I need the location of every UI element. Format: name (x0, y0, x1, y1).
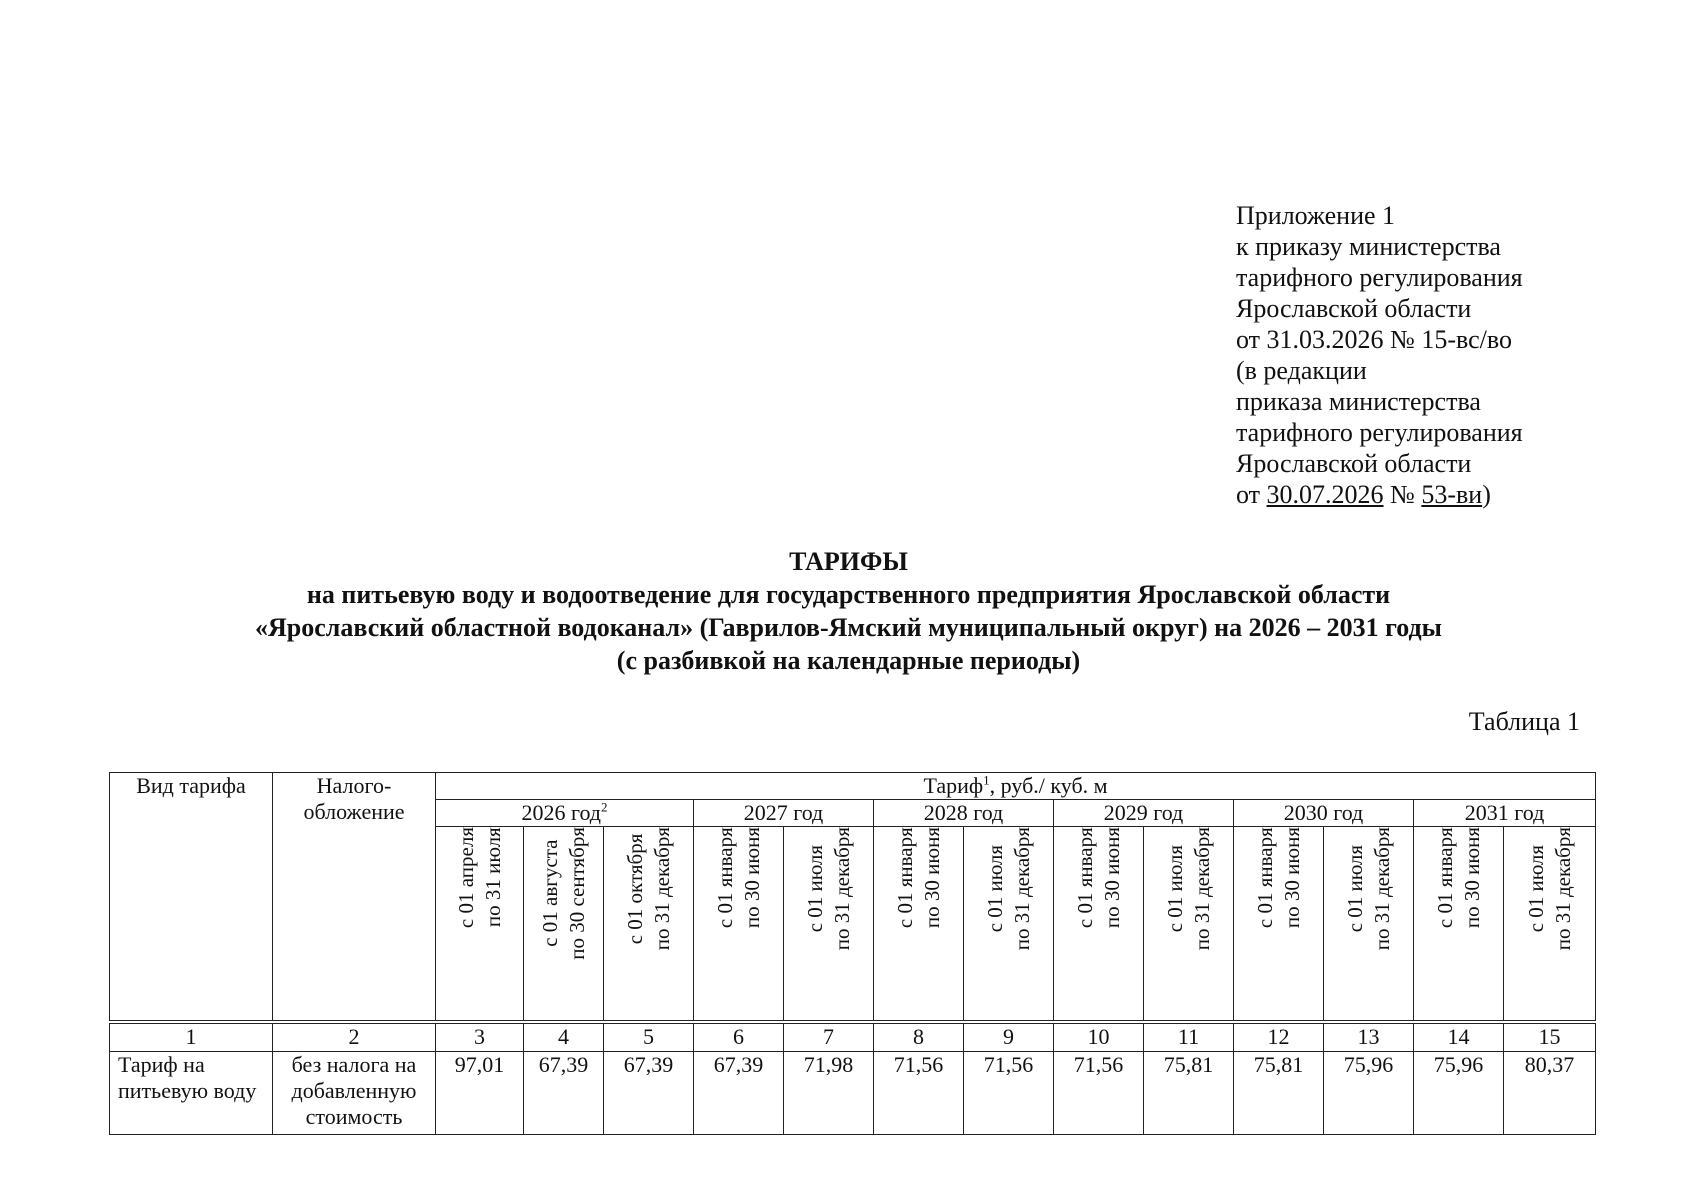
period-label: с 01 июля по 31 декабря (1523, 827, 1575, 951)
header-period (604, 827, 694, 1022)
column-number: 1 (110, 1022, 273, 1052)
appendix-last-prefix: от (1236, 480, 1267, 509)
column-number: 6 (694, 1022, 784, 1052)
tariff-value: 71,98 (784, 1051, 874, 1134)
appendix-order-number: 53-ви (1421, 480, 1483, 509)
tariff-value: 75,81 (1234, 1051, 1324, 1134)
period-label: с 01 января по 30 июня (712, 827, 764, 929)
appendix-last-line (1236, 479, 1656, 510)
period-label: с 01 января по 30 июня (1432, 827, 1484, 929)
column-number: 8 (874, 1022, 964, 1052)
header-taxation: Налого- обложение (273, 773, 436, 1022)
header-year: 2031 год (1414, 800, 1596, 827)
period-label: с 01 июля по 31 декабря (982, 827, 1034, 951)
header-period (874, 827, 964, 1022)
header-year: 2030 год (1234, 800, 1414, 827)
column-number: 3 (436, 1022, 524, 1052)
period-label: с 01 июля по 31 декабря (802, 827, 854, 951)
header-period (524, 827, 604, 1022)
column-number: 10 (1054, 1022, 1144, 1052)
header-year: 2028 год (874, 800, 1054, 827)
column-number: 12 (1234, 1022, 1324, 1052)
header-tariff-type: Вид тарифа (110, 773, 273, 1022)
header-tariff: Тариф$^1$, руб./ куб. м (436, 773, 1596, 800)
column-number: 15 (1504, 1022, 1596, 1052)
header-period (964, 827, 1054, 1022)
appendix-line: тарифного регулирования (1236, 263, 1523, 292)
appendix-line: от 31.03.2026 № 15-вс/во (1236, 325, 1512, 354)
header-period (784, 827, 874, 1022)
column-number: 14 (1414, 1022, 1504, 1052)
period-label: с 01 августа по 30 сентября (537, 827, 589, 960)
tariff-value: 75,96 (1414, 1051, 1504, 1134)
header-period (1144, 827, 1234, 1022)
tariff-value: 71,56 (874, 1051, 964, 1134)
tariff-value: 71,56 (1054, 1051, 1144, 1134)
tariff-value: 80,37 (1504, 1051, 1596, 1134)
column-number: 9 (964, 1022, 1054, 1052)
appendix-last-suffix: ) (1482, 480, 1491, 509)
column-number: 2 (273, 1022, 436, 1052)
header-year: 2026 год$^2$ (436, 800, 694, 827)
appendix-line: приказа министерства (1236, 387, 1481, 416)
document-subtitle-line-3: (с разбивкой на календарные периоды) (616, 646, 1081, 675)
column-number: 4 (524, 1022, 604, 1052)
header-period (1504, 827, 1596, 1022)
appendix-line: Ярославской области (1236, 449, 1472, 478)
tariff-table (109, 772, 1596, 1135)
period-label: с 01 января по 30 июня (1072, 827, 1124, 929)
tariff-value: 67,39 (524, 1051, 604, 1134)
tariff-value: 75,81 (1144, 1051, 1234, 1134)
appendix-number-sign: № (1383, 480, 1422, 509)
tariff-value: 75,96 (1324, 1051, 1414, 1134)
tariff-value: 71,56 (964, 1051, 1054, 1134)
header-period (436, 827, 524, 1022)
appendix-line: к приказу министерства (1236, 232, 1501, 261)
table-label: Таблица 1 (1468, 707, 1580, 736)
appendix-line: Приложение 1 (1236, 201, 1396, 230)
appendix-line: тарифного регулирования (1236, 418, 1523, 447)
period-label: с 01 января по 30 июня (1252, 827, 1304, 929)
header-period (1414, 827, 1504, 1022)
header-period (1324, 827, 1414, 1022)
tariff-value: 97,01 (436, 1051, 524, 1134)
appendix-line: Ярославской области (1236, 294, 1472, 323)
period-label: с 01 октября по 31 декабря (622, 827, 674, 951)
column-number: 7 (784, 1022, 874, 1052)
row-taxation: без налога на добавленную стоимость (273, 1051, 436, 1134)
header-period (694, 827, 784, 1022)
header-year: 2027 год (694, 800, 874, 827)
column-number: 13 (1324, 1022, 1414, 1052)
tariff-value: 67,39 (694, 1051, 784, 1134)
appendix-block (1236, 200, 1656, 510)
header-period (1234, 827, 1324, 1022)
document-subtitle-line-1: на питьевую воду и водоотведение для государственного предприятия Ярославской области (306, 580, 1391, 609)
period-label: с 01 января по 30 июня (892, 827, 944, 929)
period-label: с 01 апреля по 31 июля (453, 827, 505, 929)
column-number: 11 (1144, 1022, 1234, 1052)
appendix-line: (в редакции (1236, 356, 1367, 385)
document-title: ТАРИФЫ (789, 547, 908, 576)
header-year: 2029 год (1054, 800, 1234, 827)
period-label: с 01 июля по 31 декабря (1342, 827, 1394, 951)
tariff-value: 67,39 (604, 1051, 694, 1134)
appendix-order-date: 30.07.2026 (1266, 480, 1384, 509)
period-label: с 01 июля по 31 декабря (1162, 827, 1214, 951)
document-heading (0, 545, 1697, 677)
column-number: 5 (604, 1022, 694, 1052)
document-subtitle-line-2: «Ярославский областной водоканал» (Гаврилов-Ямский муниципальный округ) на 2026 – 2031 годы (255, 613, 1442, 642)
row-tariff-type: Тариф на питьевую воду (110, 1051, 273, 1134)
header-period (1054, 827, 1144, 1022)
